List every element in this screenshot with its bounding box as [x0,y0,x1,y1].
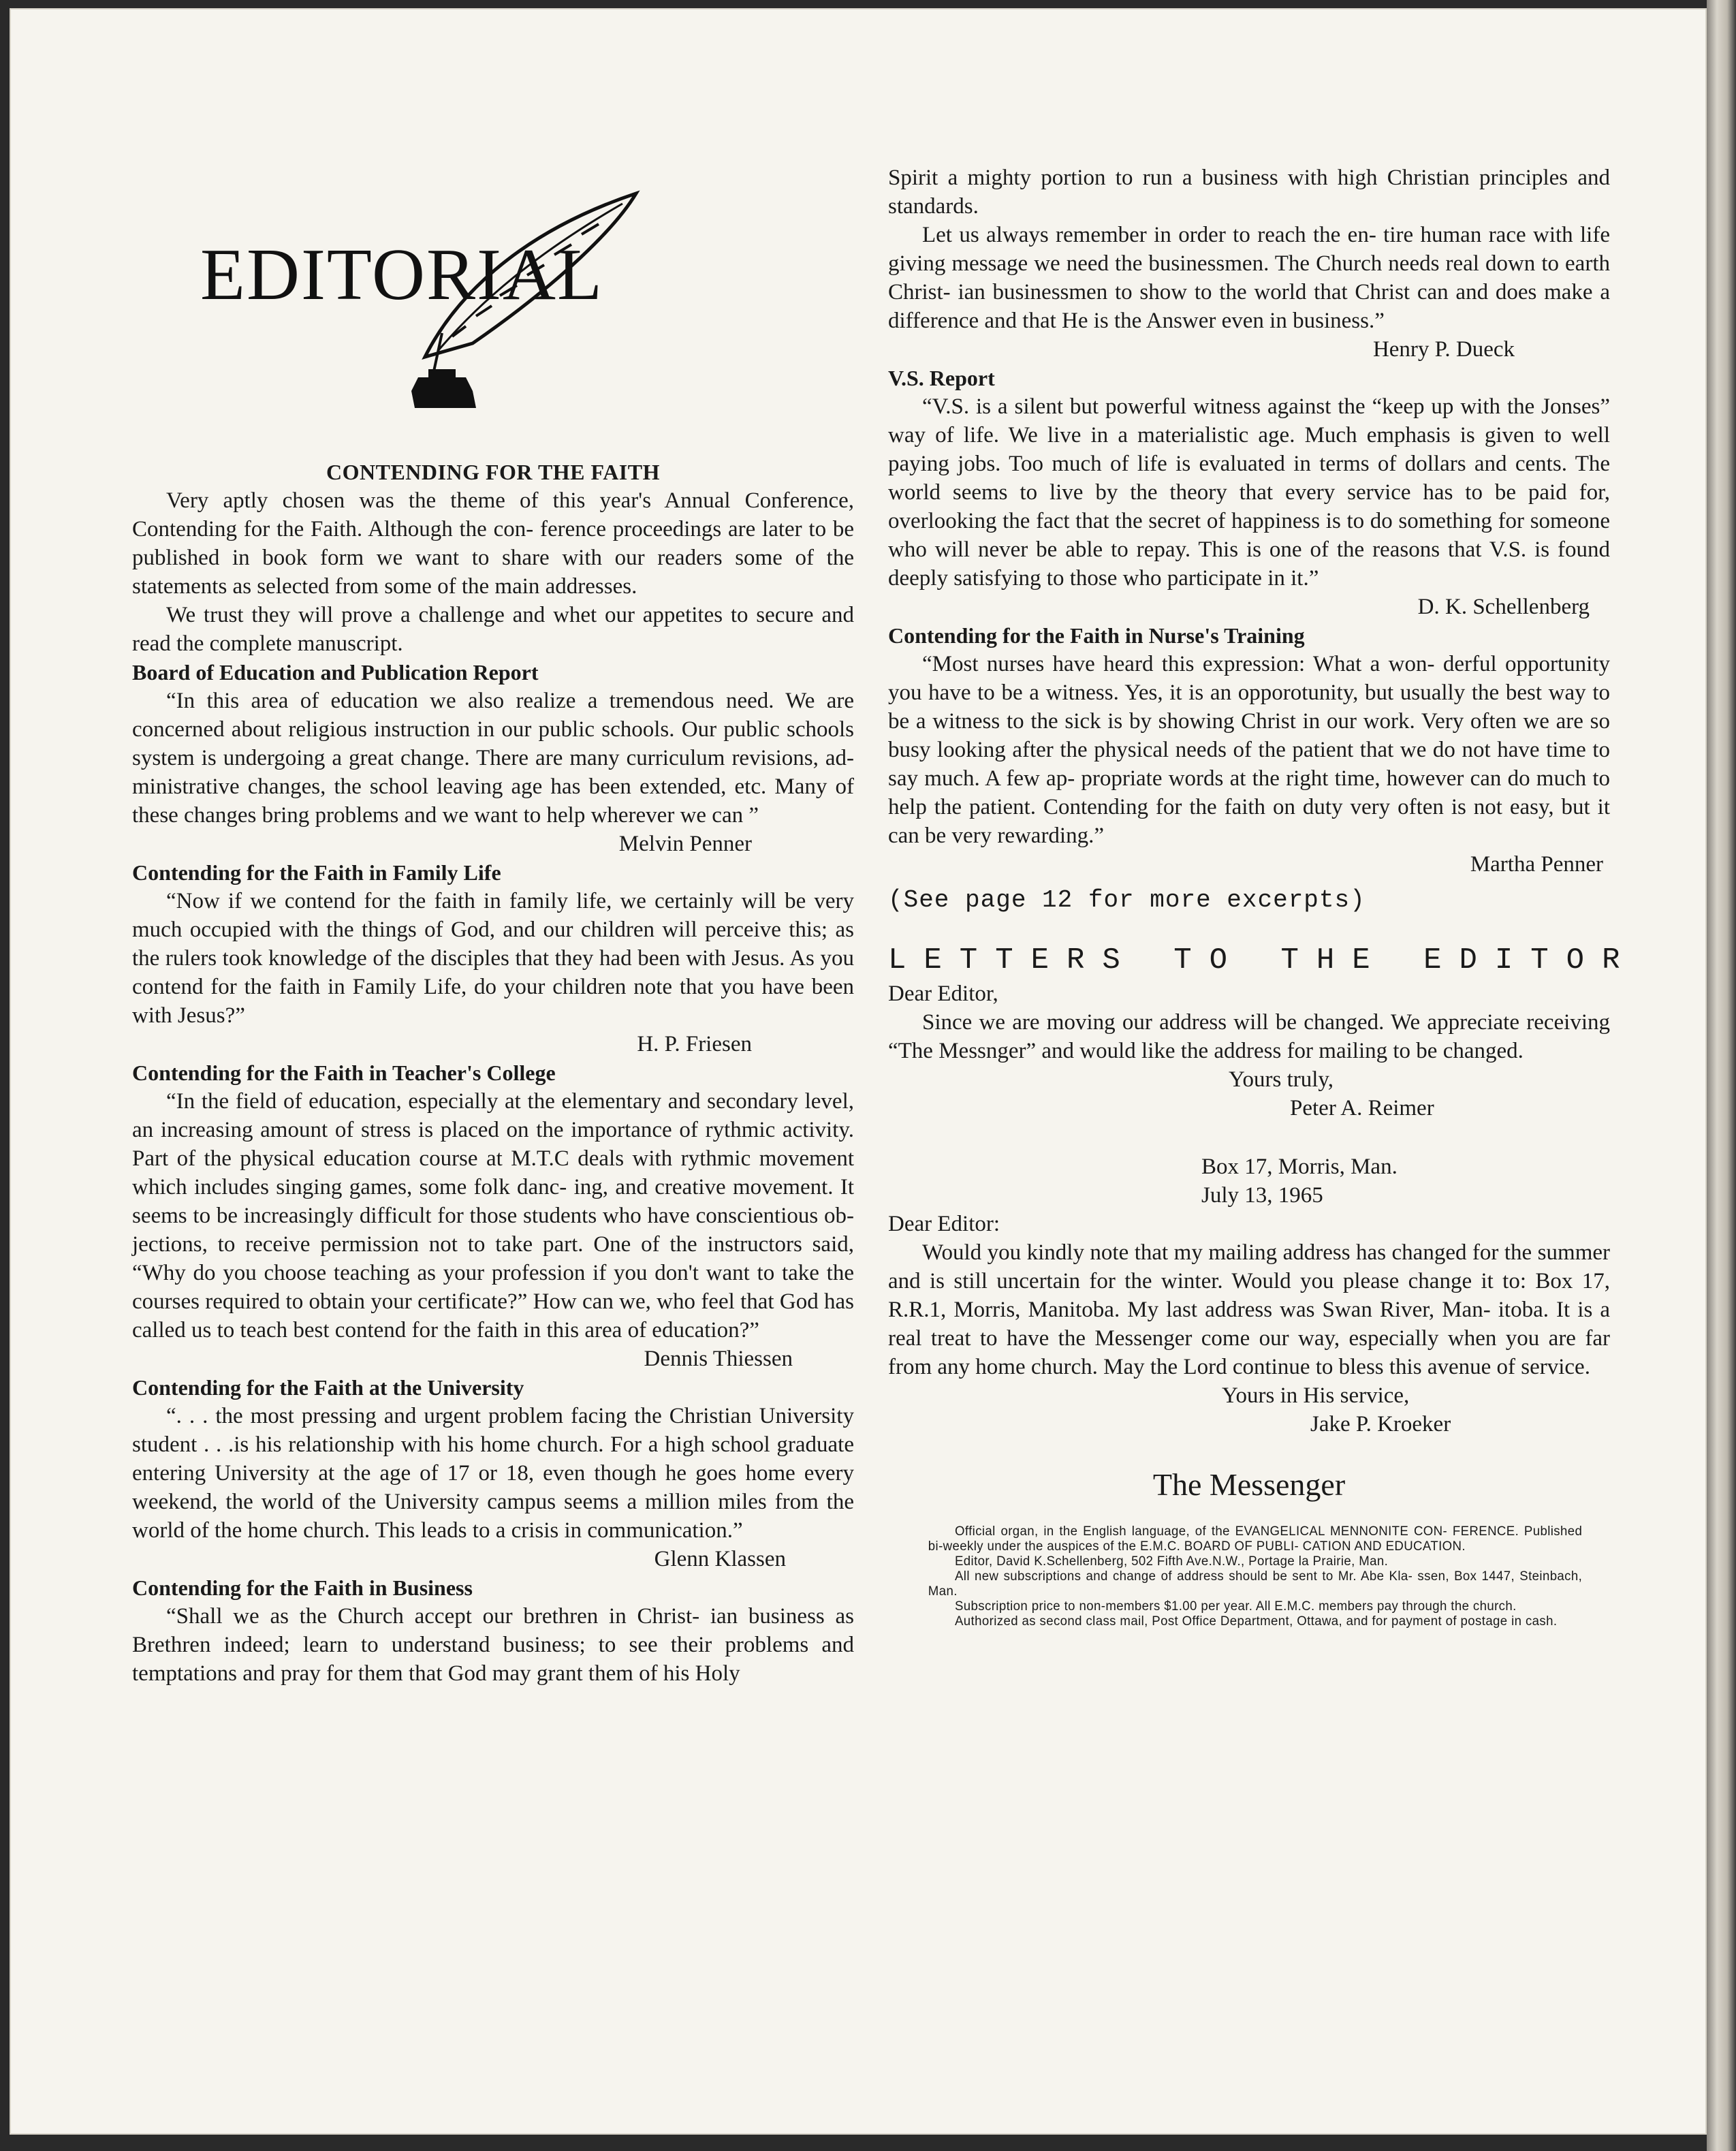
subheading: Contending for the Faith in Business [132,1575,473,1600]
letter-body: Would you kindly note that my mailing address has changed for the summer and is still uncertain for the winter. Would you please change it to: Box 17, R.R.1, Morris, Manitoba. My last address was Swan River, Man- itoba. It is a real treat to have the Messenger come our way, especially when you are far from any home church. May the Lord continue to bless this avenue of service. [888,1240,1610,1379]
letter-salutation: Dear Editor: [888,1212,1000,1236]
excerpt: “Shall we as the Church accept our brethren in Christ- ian business as Brethren indeed; learn to understand business; to see their problems and temptations and pray for them that God may grant them of his Holy [132,1604,854,1686]
letter-signature: Peter A. Reimer [1290,1096,1434,1120]
excerpt: “V.S. is a silent but powerful witness against the “keep up with the Jonses” way of life. We live in a materialistic age. Much emphasis is given to well paying jobs. Too much of life is evaluated in terms of dollars and cents. The world seems to live by the theory that every service has to be paid for, overlooking the fact that the secret of happiness is to do something for someone who will never be able to repay. This is one of the reasons that V.S. is found deeply satisfying to those who participate in it.” [888,394,1610,591]
excerpt: “In the field of education, especially at the elementary and secondary level, an increasing amount of stress is placed on the importance of rythmic activity. Part of the physical education course at M.T.C deals with rythmic movement which includes singing games, some folk danc- ing, and creative movement. It seems to be increasingly difficult for those students who have conscientious ob- jections, to receive permission not to take part. One of the instructors said, “Why do you choose teaching as your profession if you don't want to take the courses required to obtain your certificate?” How can we, who feel that God has called us to teach best contend for the faith in this area of education?” [132,1089,854,1343]
excerpt-continued: Spirit a mighty portion to run a business with high Christian principles and standards. [888,166,1610,219]
letter-salutation: Dear Editor, [888,982,998,1006]
signature: H. P. Friesen [637,1032,752,1056]
masthead-title: The Messenger [1152,1467,1346,1502]
subheading: V.S. Report [888,366,995,390]
letter-closing: Yours in His service, [1222,1383,1410,1408]
subheading: Board of Education and Publication Report [132,660,539,685]
subheading: Contending for the Faith at the University [132,1375,524,1400]
subheading: Contending for the Faith in Family Life [132,860,501,885]
masthead-info [888,1524,1596,1629]
excerpt: “Most nurses have heard this expression: What a won- derful opportunity you have to be a witness. Yes, it is an opporotunity, but usually the best way to be a witness to the sick is by showing Christ in our work. Very often we are so busy looking after the physical needs of the patient that we do not have time to say much. A few ap- propriate words at the right time, however can do much to help the patient. Contending for the faith on duty very often is not easy, but it can be very rewarding.” [888,652,1610,848]
intro-paragraph: Very aptly chosen was the theme of this year's Annual Conference, Contending for the Faith. Although the con- ference proceedings are later to be published in book form we want to share with our readers some of the statements as selected from some of the main addresses. [132,488,854,599]
letter-closing: Yours truly, [1229,1067,1334,1092]
left-column [132,458,854,1688]
signature: D. K. Schellenberg [1417,595,1590,619]
letters-heading: LETTERS TO THE EDITOR [888,943,1638,977]
letter-signature: Jake P. Kroeker [1310,1412,1451,1436]
masthead-line: Authorized as second class mail, Post Office Department, Ottawa, and for payment of postage in cash. [955,1614,1558,1629]
masthead-line: All new subscriptions and change of address should be sent to Mr. Abe Kla- ssen, Box 1447, Steinbach, Man. [928,1569,1583,1599]
magazine-page [10,8,1707,2135]
see-page-note: (See page 12 for more excerpts) [888,886,1366,914]
masthead-line: Official organ, in the English language, of the EVANGELICAL MENNONITE CON- FERENCE. Published bi-weekly under the auspices of the E.M.C. BOARD OF PUBLI- CATION AND EDUCATION. [928,1524,1583,1554]
signature: Melvin Penner [618,832,752,856]
letter-body: Since we are moving our address will be changed. We appreciate receiving “The Messnger” and would like the address for mailing to be changed. [888,1010,1610,1063]
section-heading: CONTENDING FOR THE FAITH [326,460,660,484]
signature: Martha Penner [1470,852,1603,877]
letter-date: July 13, 1965 [1201,1183,1323,1208]
excerpt: “In this area of education we also realize a tremendous need. We are concerned about religious instruction in our public schools. Our public schools system is undergoing a great change. There are many curriculum revisions, ad- ministrative changes, the school leaving age has been extended, etc. Many of these changes bring problems and we want to help wherever we can ” [132,689,854,828]
intro-paragraph: We trust they will prove a challenge and whet our appetites to secure and read the complete manuscript. [132,603,854,656]
page-edge [1707,0,1736,2151]
masthead-line: Editor, David K.Schellenberg, 502 Fifth Ave.N.W., Portage la Prairie, Man. [955,1554,1389,1569]
excerpt: “Now if we contend for the faith in family life, we certainly will be very much occupied with the things of God, and our children will perceive this; as the rulers took knowledge of the disciples that they had been with Jesus. As you contend for the faith in Family Life, do your children note that you have been with Jesus?” [132,889,854,1028]
subheading: Contending for the Faith in Nurse's Training [888,623,1305,648]
right-column [888,163,1638,1629]
letter-address: Box 17, Morris, Man. [1201,1155,1398,1179]
excerpt-continued: Let us always remember in order to reach the en- tire human race with life giving message we need the businessmen. The Church needs real down to earth Christ- ian businessmen to show to the world that Christ can and does make a difference and that He is the Answer even in business.” [888,223,1610,333]
editorial-title: EDITORIAL [200,234,603,315]
masthead-line: Subscription price to non-members $1.00 per year. All E.M.C. members pay through the church. [955,1599,1517,1614]
subheading: Contending for the Faith in Teacher's College [132,1061,556,1085]
signature: Henry P. Dueck [1372,337,1515,362]
signature: Dennis Thiessen [644,1347,793,1371]
excerpt: “. . . the most pressing and urgent problem facing the Christian University student . . .is his relationship with his home church. For a high school graduate entering University at the age of 17 or 18, even though he goes home every weekend, the world of the University campus seems a million miles from the world of the home church. This leads to a crisis in communication.” [132,1404,854,1543]
signature: Glenn Klassen [654,1547,786,1571]
